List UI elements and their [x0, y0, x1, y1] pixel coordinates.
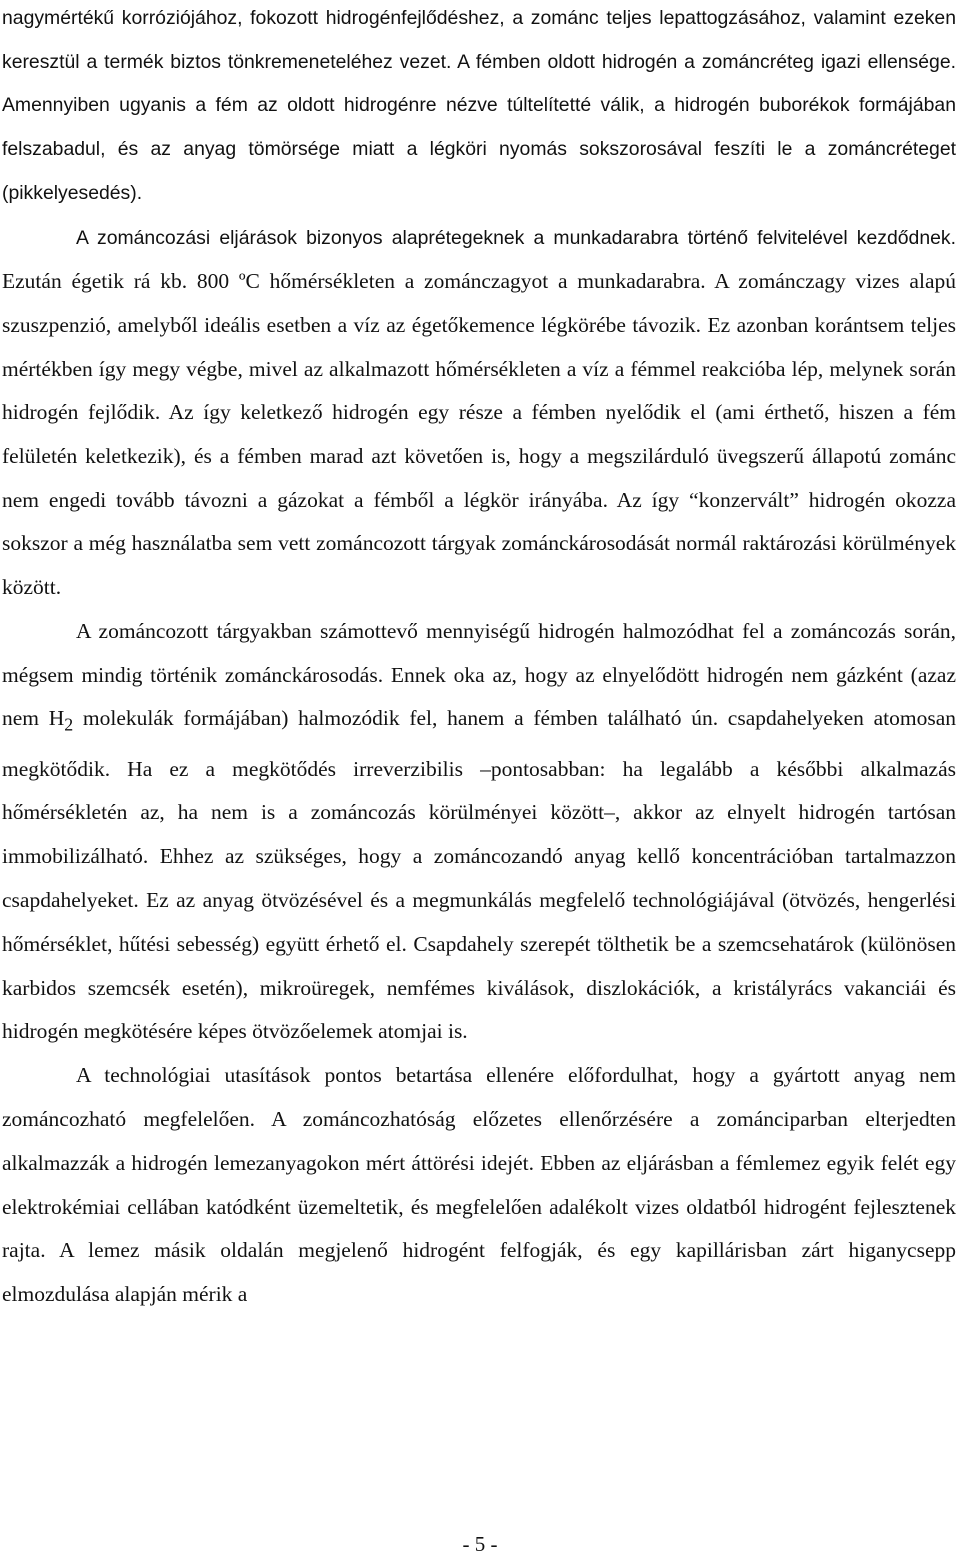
paragraph-3-text-before-subscript: A zománcozott tárgyakban számottevő mennyiségű hidrogén halmozódhat fel a zománcozás során, mégsem mindig történik zománckárosodás. Ennek oka az, hogy az elnyelődött hidrogén nem gázként (azaz nem H [2, 618, 956, 731]
document-page [2, 0, 956, 1317]
paragraph-2-serif-text: Ezután égetik rá kb. 800 ºC hőmérsékleten a zománczagyot a munkadarabra. A zománczagy vizes alapú szuszpenzió, amelyből ideális esetben a víz az égetőkemence légkörébe távozik. Ez azonban korántsem teljes mértékben így megy végbe, mivel az alkalmazott hőmérsékleten a víz a fémmel reakcióba lép, melynek során hidrogén fejlődik. Az így keletkező hidrogén egy része a fémben nyelődik el (ami érthető, hiszen a fém felületén keletkezik), és a fémben marad azt követően is, hogy a megszilárduló üvegszerű állapotú zománc nem engedi tovább távozni a gázokat a fémből a légkör irányába. Az így “konzervált” hidrogén okozza sokszor a még használatba sem vett zománcozott tárgyak zománckárosodását normál raktározási körülmények között. [2, 269, 956, 600]
paragraph-3-subscript: 2 [64, 714, 74, 735]
page-number: - 5 - [462, 1532, 498, 1556]
paragraph-2-sans-text: A zománcozási eljárások bizonyos alaprétegeknek a munkadarabra történő felvitelével kezdődnek. [76, 226, 956, 249]
paragraph-3-text-after-subscript: molekulák formájában) halmozódik fel, hanem a fémben található ún. csapdahelyeken atomosan megkötődik. Ha ez a megkötődés irreverzibilis –pontosabban: ha legalább a későbbi alkalmazás hőmérsékletén az, ha nem is a zománcozás körülményei között–, akkor az elnyelt hidrogén tartósan immobilizálható. Ehhez az szükséges, hogy a zománcozandó anyag kellő koncentrációban tartalmazzon csapdahelyeket. Ez az anyag ötvözésével és a megmunkálás megfelelő technológiájával (ötvözés, hengerlési hőmérséklet, hűtési sebesség) együtt érhető el. Csapdahely szerepét tölthetik be a szemcsehatárok (különösen karbidos szemcsék esetén), mikroüregek, nemfémes kiválások, diszlokációk, a kristályrács vakanciái és hidrogén megkötésére képes ötvözőelemek atomjai is. [2, 706, 956, 1044]
paragraph-3 [2, 610, 956, 1054]
paragraph-4: A technológiai utasítások pontos betartása ellenére előfordulhat, hogy a gyártott anyag nem zománcozható megfelelően. A zománcozhatóság előzetes ellenőrzésére a zománciparban elterjedten alkalmazzák a hidrogén lemezanyagokon mért áttörési idejét. Ebben az eljárásban a fémlemez egyik felét egy elektrokémiai cellában katódként üzemeltetik, és megfelelően adalékolt vizes oldatból hidrogént fejlesztenek rajta. A lemez másik oldalán megjelenő hidrogént felfogják, és egy kapillárisban zárt higanycsepp elmozdulása alapján mérik a [2, 1063, 956, 1307]
paragraph-1: nagymértékű korróziójához, fokozott hidrogénfejlődéshez, a zománc teljes lepattogzásához, valamint ezeken keresztül a termék biztos tönkremeneteléhez vezet. A fémben oldott hidrogén a zománcréteg igazi ellensége. Amennyiben ugyanis a fém az oldott hidrogénre nézve túltelítetté válik, a hidrogén buborékok formájában felszabadul, és az anyag tömörsége miatt a légköri nyomás sokszorosával feszíti le a zománcréteget (pikkelyesedés). [2, 7, 956, 204]
paragraph-2 [2, 216, 956, 610]
